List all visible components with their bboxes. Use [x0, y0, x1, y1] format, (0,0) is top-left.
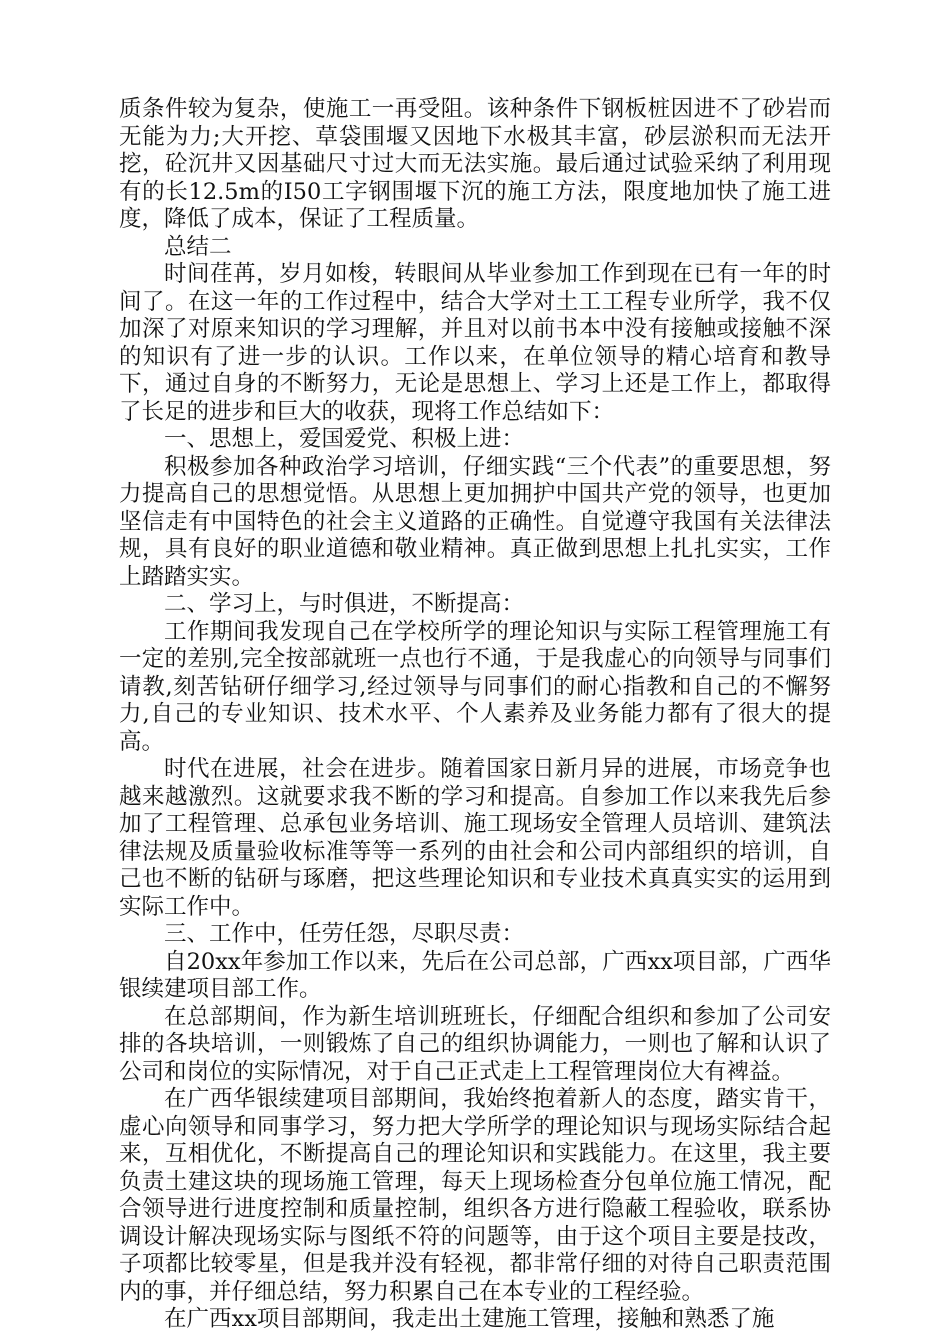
- paragraph-intro: 时间荏苒，岁月如梭，转眼间从毕业参加工作到现在已有一年的时间了。在这一年的工作过程中，结合大学对土工工程专业所学，我不仅加深了对原来知识的学习理解，并且对以前书本中没有接触或接触不深的知识有了进一步的认识。工作以来，在单位领导的精心培育和教导下，通过自身的不断努力，无论是思想上、学习上还是工作上，都取得了长足的进步和巨大的收获，现将工作总结如下：: [119, 261, 831, 425]
- paragraph-ideology: 积极参加各种政治学习培训，仔细实践“三个代表”的重要思想，努力提高自己的思想觉悟。从思想上更加拥护中国共产党的领导，也更加坚信走有中国特色的社会主义道路的正确性。自觉遵守我国有关法律法规，具有良好的职业道德和敬业精神。真正做到思想上扎扎实实，工作上踏踏实实。: [119, 453, 831, 590]
- paragraph-study-2: 时代在进展，社会在进步。随着国家日新月异的进展，市场竞争也越来越激烈。这就要求我不断的学习和提高。自参加工作以来我先后参加了工程管理、总承包业务培训、施工现场安全管理人员培训、建筑法律法规及质量验收标准等等一系列的由社会和公司内部组织的培训，自己也不断的钻研与琢磨，把这些理论知识和专业技术真真实实的运用到实际工作中。: [119, 756, 831, 920]
- paragraph-continued: 质条件较为复杂，使施工一再受阻。该种条件下钢板桩因进不了砂岩而无能为力;大开挖、草袋围堰又因地下水极其丰富，砂层淤积而无法开挖，砼沉井又因基础尺寸过大而无法实施。最后通过试验采纳了利用现有的长12.5m的I50工字钢围堰下沉的施工方法，限度地加快了施工进度，降低了成本，保证了工程质量。: [119, 96, 831, 232]
- heading-ideology: 一、思想上，爱国爱党、积极上进：: [164, 426, 525, 452]
- paragraph-work-2: 在总部期间，作为新生培训班班长，仔细配合组织和参加了公司安排的各块培训，一则锻炼了自己的组织协调能力，一则也了解和认识了公司和岗位的实际情况，对于自己正式走上工程管理岗位大有裨益。: [119, 1003, 831, 1085]
- heading-work: 三、工作中，任劳任怨，尽职尽责：: [164, 921, 525, 947]
- paragraph-work-4: 在广西xx项目部期间，我走出土建施工管理，接触和熟悉了施: [164, 1306, 775, 1332]
- paragraph-work-3: 在广西华银续建项目部期间，我始终抱着新人的态度，踏实肯干，虚心向领导和同事学习，努力把大学所学的理论知识与现场实际结合起来，互相优化，不断提高自己的理论知识和实践能力。在这里，我主要负责土建这块的现场施工管理，每天上现场检查分包单位施工情况，配合领导进行进度控制和质量控制，组织各方进行隐蔽工程验收，联系协调设计解决现场实际与图纸不符的问题等，由于这个项目主要是技改，子项都比较零星，但是我并没有轻视，都非常仔细的对待自己职责范围内的事，并仔细总结，努力积累自己在本专业的工程经验。: [119, 1086, 831, 1305]
- paragraph-work-1: 自20xx年参加工作以来，先后在公司总部，广西xx项目部，广西华银续建项目部工作。: [119, 948, 831, 1002]
- paragraph-study-1: 工作期间我发现自己在学校所学的理论知识与实际工程管理施工有一定的差别,完全按部就班一点也行不通，于是我虚心的向领导与同事们请教,刻苦钻研仔细学习,经过领导与同事们的耐心指教和自己的不懈努力,自己的专业知识、技术水平、个人素养及业务能力都有了很大的提高。: [119, 618, 831, 755]
- section-title-summary-two: 总结二: [164, 233, 232, 260]
- heading-study: 二、学习上，与时俱进，不断提高：: [164, 591, 525, 617]
- document-page: [119, 96, 831, 1334]
